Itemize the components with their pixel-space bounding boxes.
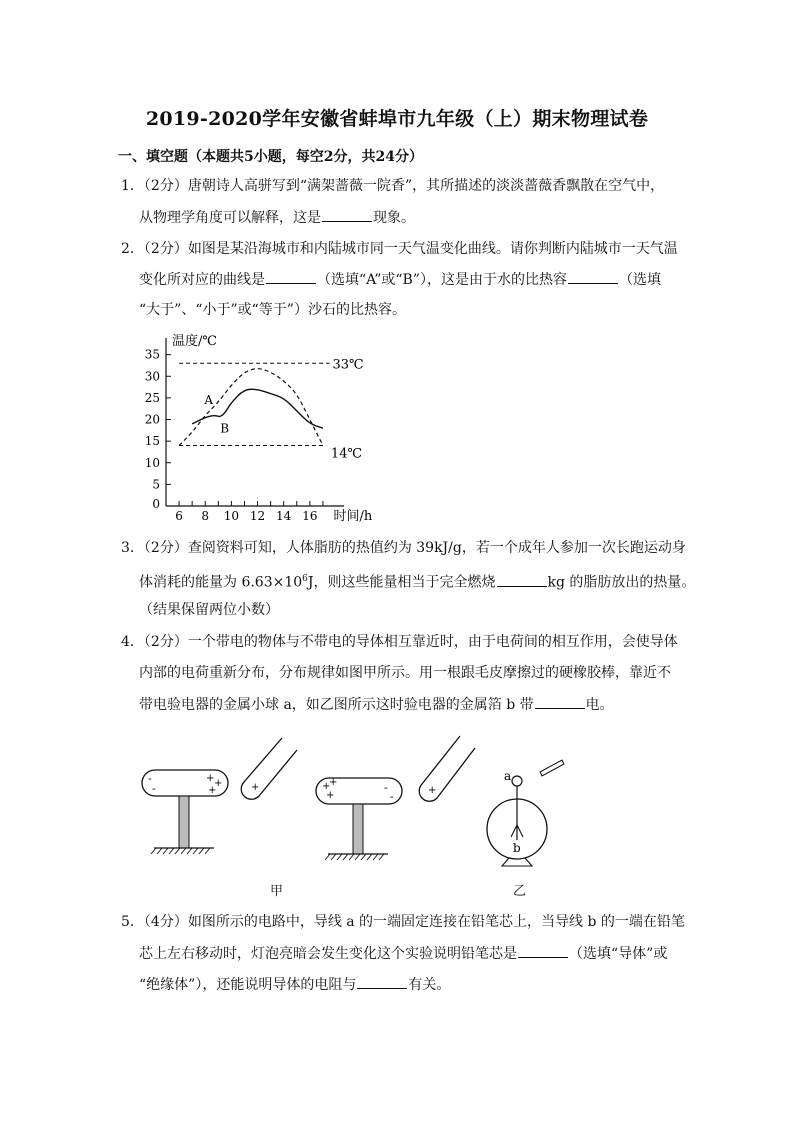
q2-line1: 2．（2分）如图是某沿海城市和内陆城市同一天气温变化曲线。请你判断内陆城市一天气温 (121, 241, 678, 257)
minus-sign: - (148, 772, 152, 785)
plus-sign: + (251, 782, 260, 793)
page-title: 2019-2020学年安徽省蚌埠市九年级（上）期末物理试卷 (145, 108, 649, 130)
q3-line1: 3．（2分）查阅资料可知，人体脂肪的热值约为 39kJ/g，若一个成年人参加一次长跑运动身 (121, 540, 686, 556)
x-tick-label: 14 (276, 509, 292, 523)
series-b-label: B (220, 421, 230, 436)
y-tick-label: 30 (144, 369, 160, 384)
y-tick-label: 15 (144, 434, 160, 449)
answer-blank (535, 694, 585, 709)
q4-line3 (139, 694, 614, 715)
max-label: 33℃ (332, 357, 364, 373)
answer-blank (497, 572, 547, 587)
minus-sign: - (152, 782, 156, 795)
plus-sign: + (206, 773, 215, 784)
answer-blank (568, 269, 618, 284)
plus-sign: + (322, 781, 331, 792)
q4-text-b: 电。 (585, 697, 614, 713)
temperature-chart (130, 330, 390, 530)
y-tick-label: 5 (152, 477, 160, 492)
plus-sign: + (326, 790, 335, 801)
y-tick-label: 10 (144, 455, 160, 470)
series-a-line (179, 369, 323, 446)
q5-text-b2: 有关。 (408, 977, 451, 993)
x-tick-label: 16 (302, 509, 318, 523)
charge-figure (130, 730, 590, 870)
plus-sign: + (428, 785, 437, 796)
y-tick-label: 20 (144, 412, 160, 427)
q3-exponent: 6 (302, 574, 308, 584)
electroscope (487, 760, 564, 866)
caption-yi: 乙 (513, 884, 527, 899)
y-tick-label: 0 (152, 497, 160, 511)
min-label: 14℃ (330, 446, 363, 462)
q2-text-b: （选填“A”或“B”），这是由于水的比热容 (317, 272, 567, 288)
conductor-stand-2 (316, 777, 402, 860)
q1-text-a: 从物理学角度可以解释，这是 (139, 210, 321, 226)
q3-text-b: J，则这些能量相当于完全燃烧 (307, 574, 496, 591)
q5-line2 (139, 943, 667, 964)
q2-line3: “大于”、“小于”或“等于”）沙石的比热容。 (139, 302, 406, 318)
charged-rod-2 (419, 736, 475, 801)
answer-blank (518, 943, 568, 958)
q3-text-c: kg 的脂肪放出的热量。 (547, 574, 696, 591)
minus-sign: - (384, 781, 388, 794)
q3-text-a: 体消耗的能量为 6.63×10 (139, 574, 303, 591)
q4-text-a: 带电验电器的金属小球 a，如乙图所示这时验电器的金属箔 b 带 (139, 697, 534, 713)
q4-line2: 内部的电荷重新分布，分布规律如图甲所示。用一根跟毛皮摩擦过的硬橡胶棒，靠近不 (139, 665, 671, 681)
x-tick-label: 10 (223, 509, 240, 523)
y-axis-label: 温度/℃ (172, 334, 217, 349)
q1-text-b: 现象。 (373, 210, 415, 226)
plus-sign: + (214, 778, 223, 789)
x-tick-label: 8 (201, 509, 210, 523)
answer-blank (322, 207, 372, 222)
q5-line1: 5．（4分）如图所示的电路中，导线 a 的一端固定连接在铅笔芯上，当导线 b 的一端在铅笔 (121, 914, 685, 930)
x-tick-label: 6 (175, 509, 183, 523)
answer-blank (357, 974, 407, 989)
q1-line2 (139, 207, 415, 228)
q5-text-a2: “绝缘体”），还能说明导体的电阻与 (139, 977, 357, 993)
q3-line2 (139, 569, 695, 593)
q2-text-a: 变化所对应的曲线是 (139, 272, 265, 288)
q2-line2 (139, 269, 661, 290)
x-tick-label: 12 (249, 509, 266, 523)
answer-blank (266, 269, 316, 284)
q4-line1: 4．（2分）一个带电的物体与不带电的导体相互靠近时，由于电荷间的相互作用，会使导体 (121, 634, 678, 650)
q2-text-c: （选填 (618, 272, 661, 288)
q5-line3 (139, 974, 450, 995)
ball-label-a: a (504, 769, 512, 783)
foil-label-b: b (513, 841, 521, 855)
section-heading: 一、填空题（本题共5小题，每空2分，共24分） (118, 149, 423, 165)
y-tick-label: 35 (144, 347, 160, 362)
conductor-stand-1 (142, 770, 228, 854)
q5-text-a: 芯上左右移动时，灯泡亮暗会发生变化这个实验说明铅笔芯是 (139, 946, 517, 962)
y-tick-label: 25 (144, 390, 160, 405)
x-axis-label: 时间/h (333, 509, 373, 524)
caption-jia: 甲 (270, 884, 284, 899)
q1-line1: 1．（2分）唐朝诗人高骈写到“满架蔷薇一院香”，其所描述的淡淡蔷薇香飘散在空气中， (121, 178, 665, 194)
series-a-label: A (204, 393, 214, 408)
plus-sign: + (329, 777, 338, 788)
q5-text-b: （选填“导体”或 (569, 946, 668, 962)
q3-line3: （结果保留两位小数） (139, 602, 279, 618)
charged-rod-1 (241, 738, 297, 799)
plus-sign: + (208, 785, 217, 796)
minus-sign: - (390, 790, 394, 803)
